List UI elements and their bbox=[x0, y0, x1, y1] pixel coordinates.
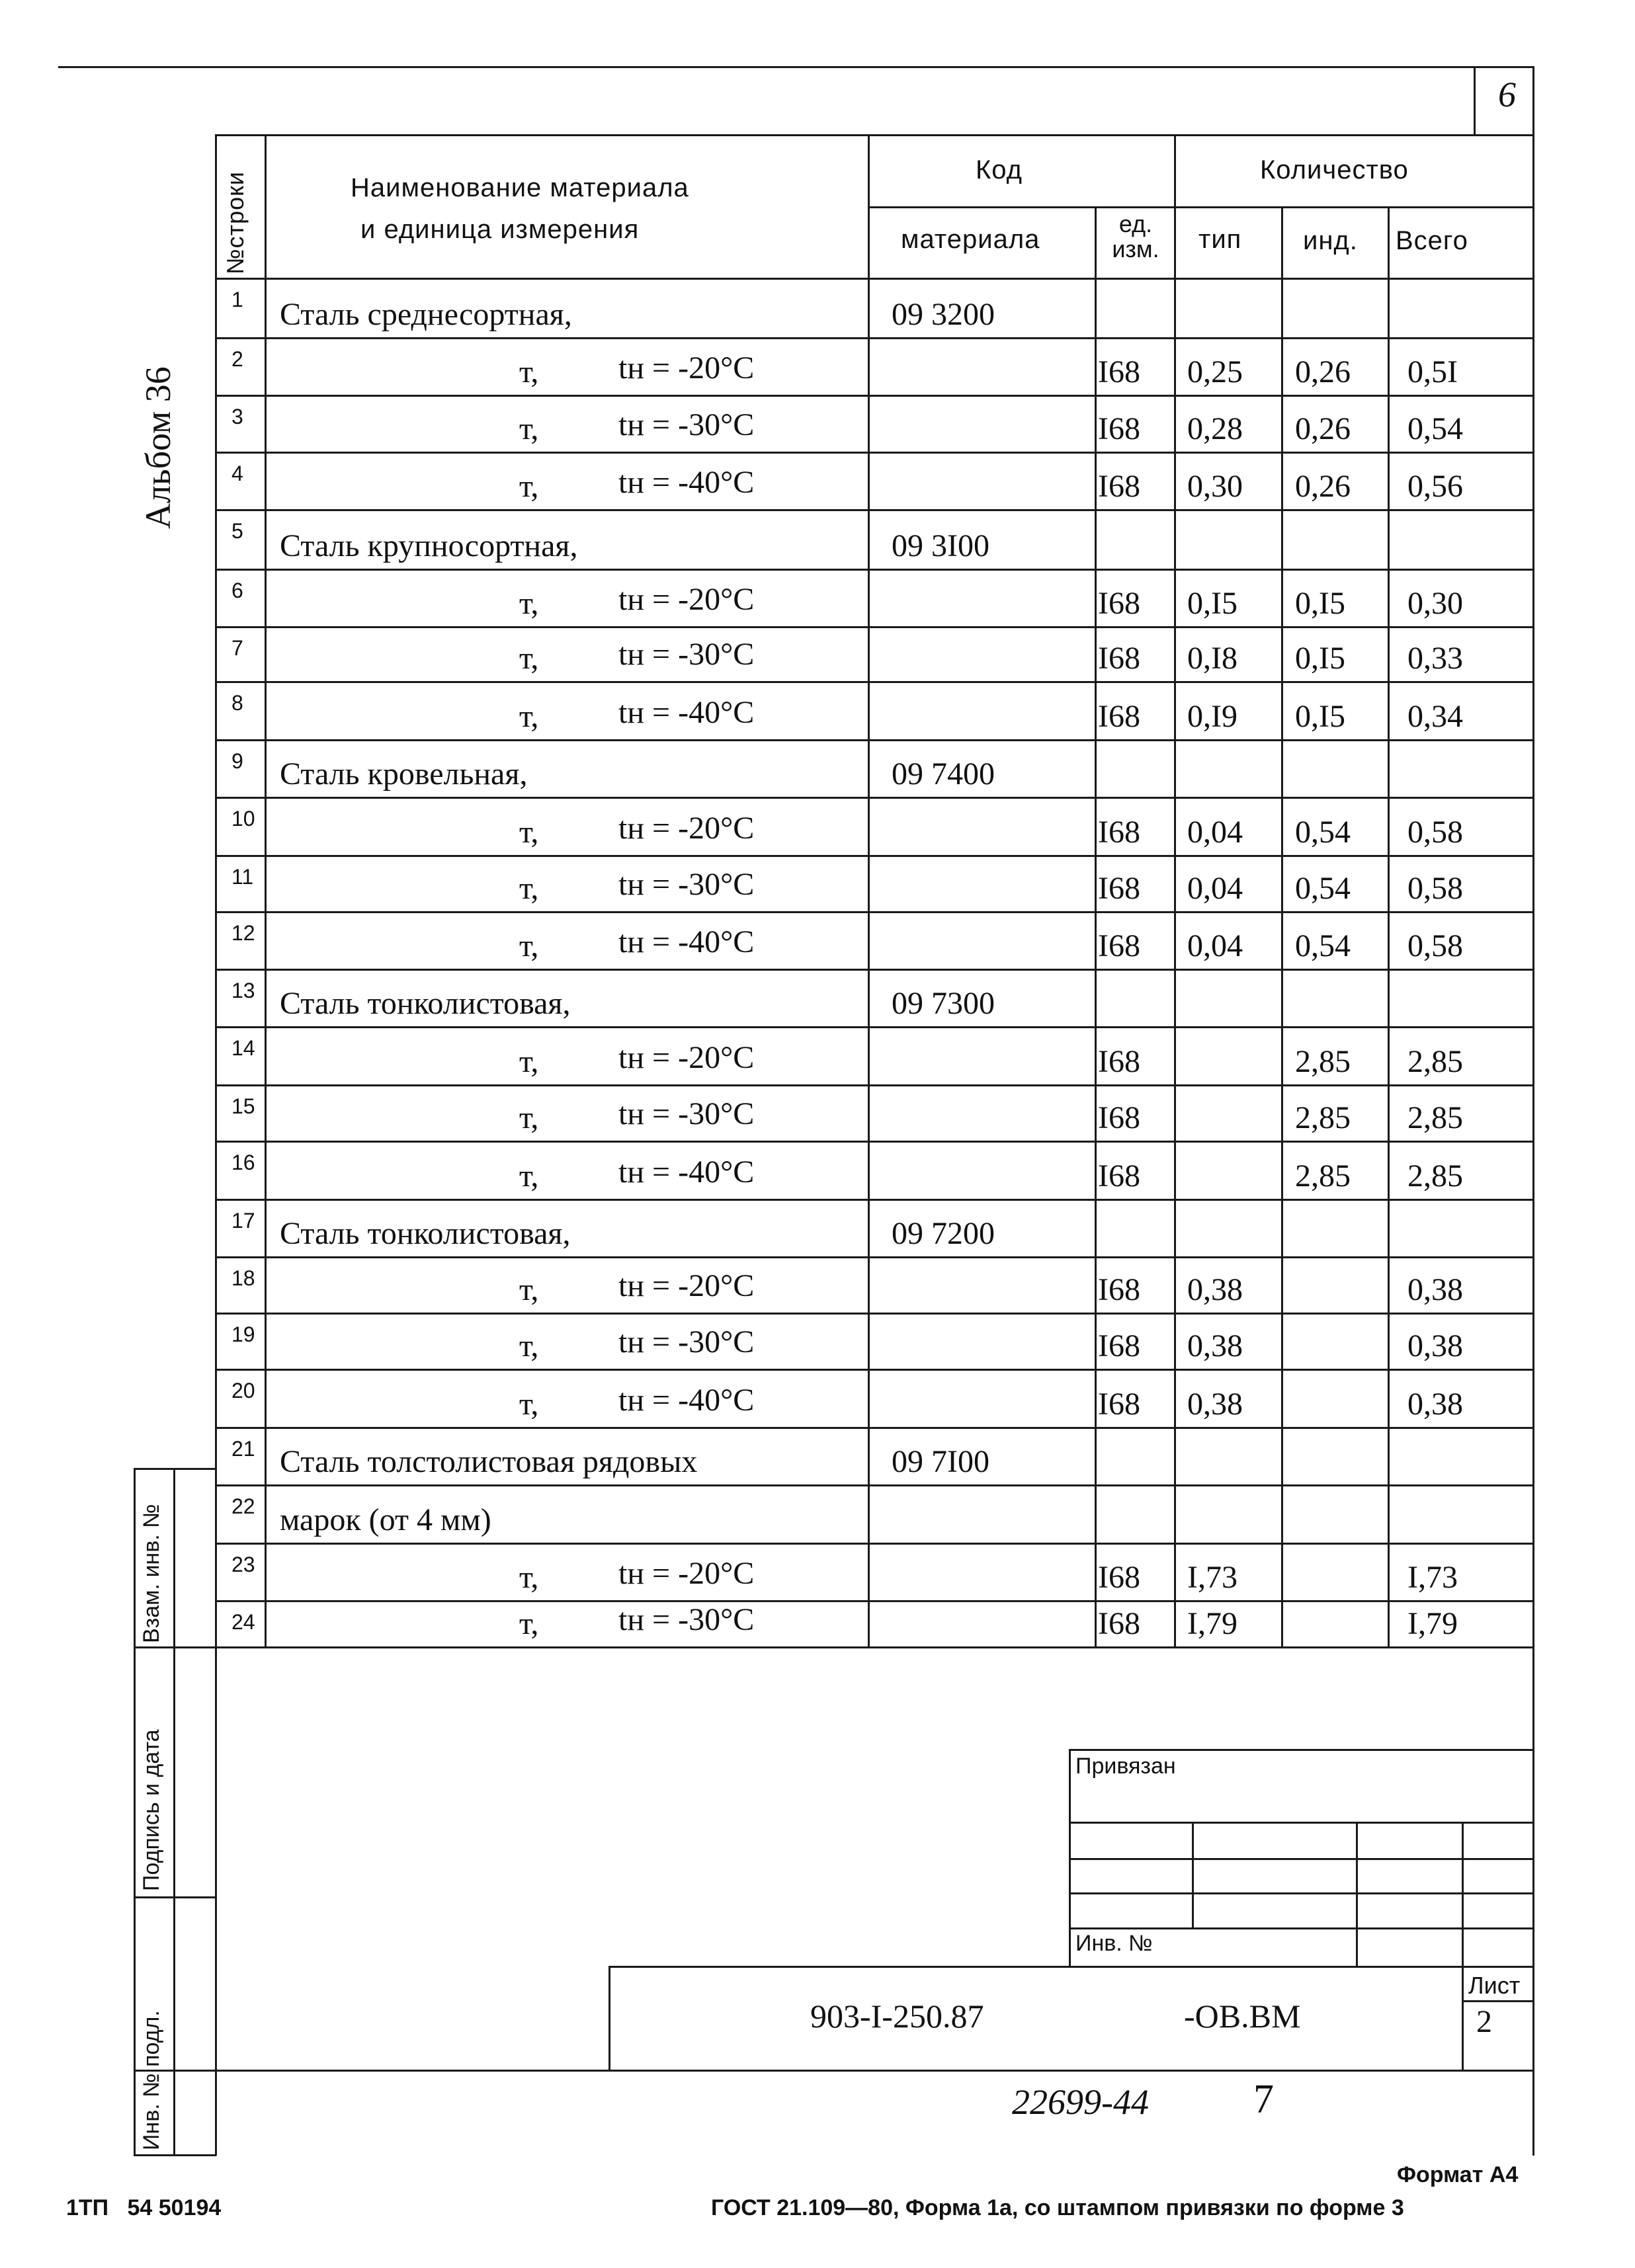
header-qty-total: Всего bbox=[1396, 226, 1468, 255]
table-row-unit-code: I68 bbox=[1098, 815, 1140, 850]
header-rownum: №строки bbox=[222, 171, 249, 274]
header-name-line2: и единица измерения bbox=[360, 215, 640, 244]
side-stamp-divider bbox=[134, 1646, 216, 1648]
table-row-unit-label: т, bbox=[519, 1387, 539, 1422]
table-row-qty-ind: 2,85 bbox=[1295, 1100, 1351, 1135]
table-row-line bbox=[215, 509, 1532, 511]
table-row-qty-ind: 0,I5 bbox=[1295, 641, 1345, 676]
side-stamp-divider bbox=[134, 1896, 216, 1898]
table-row-temperature: tн = -40°С bbox=[618, 695, 755, 730]
table-row-qty-type: 0,28 bbox=[1187, 411, 1243, 446]
table-row-qty-total: 0,58 bbox=[1407, 928, 1463, 963]
side-stamp-inv-podl: Инв. № подл. bbox=[139, 2010, 164, 2150]
table-row-number: 24 bbox=[231, 1610, 255, 1634]
header-code-material: материала bbox=[901, 225, 1040, 254]
table-row-line bbox=[215, 681, 1532, 683]
table-row-qty-type: 0,I8 bbox=[1187, 641, 1237, 676]
table-row-line bbox=[215, 1646, 1532, 1648]
table-row-unit-label: т, bbox=[519, 928, 539, 963]
table-row-code: 09 3200 bbox=[892, 297, 995, 332]
table-row-line bbox=[215, 1199, 1532, 1201]
side-stamp-podpis: Подпись и дата bbox=[139, 1729, 164, 1891]
table-row-number: 9 bbox=[231, 749, 243, 773]
table-row-temperature: tн = -20°С bbox=[618, 811, 755, 846]
table-row-number: 5 bbox=[231, 519, 243, 543]
table-row-line bbox=[215, 855, 1532, 857]
page-number: 7 bbox=[1253, 2077, 1274, 2122]
table-row-line bbox=[215, 1543, 1532, 1545]
table-row-name: Сталь тонколистовая, bbox=[280, 1216, 571, 1251]
table-row-line bbox=[215, 1084, 1532, 1086]
table-row-line bbox=[215, 1141, 1532, 1143]
table-row-temperature: tн = -30°С bbox=[618, 1324, 755, 1359]
table-row-name: Сталь кровельная, bbox=[280, 756, 528, 791]
table-row-qty-ind: 0,26 bbox=[1295, 354, 1351, 389]
table-row-qty-total: 2,85 bbox=[1407, 1158, 1463, 1194]
table-row-number: 16 bbox=[231, 1151, 255, 1174]
table-row-unit-label: т, bbox=[519, 1100, 539, 1135]
table-row-number: 10 bbox=[231, 807, 255, 830]
table-row-line bbox=[215, 1427, 1532, 1429]
table-row-qty-ind: 0,54 bbox=[1295, 871, 1351, 906]
corner-sheet-number: 6 bbox=[1498, 75, 1516, 114]
table-row-line bbox=[215, 626, 1532, 628]
table-row-qty-total: 0,38 bbox=[1407, 1387, 1463, 1422]
table-row-unit-label: т, bbox=[519, 1272, 539, 1307]
header-code-unit: ед. изм. bbox=[1112, 210, 1159, 263]
table-row-line bbox=[215, 1484, 1532, 1486]
table-row-line bbox=[215, 1256, 1532, 1258]
table-row-unit-label: т, bbox=[519, 699, 539, 734]
table-row-code: 09 7400 bbox=[892, 756, 995, 791]
table-row-unit-code: I68 bbox=[1098, 1328, 1140, 1363]
table-row-line bbox=[215, 969, 1532, 971]
table-row-line bbox=[215, 1369, 1532, 1371]
table-row-number: 18 bbox=[231, 1266, 255, 1290]
table-row-qty-total: I,79 bbox=[1407, 1606, 1458, 1641]
table-row-number: 23 bbox=[231, 1553, 255, 1576]
table-row-qty-ind: 0,I5 bbox=[1295, 586, 1345, 621]
table-row-number: 21 bbox=[231, 1437, 255, 1461]
table-row-temperature: tн = -40°С bbox=[618, 1154, 755, 1190]
table-row-qty-total: 0,38 bbox=[1407, 1328, 1463, 1363]
table-row-qty-type: 0,I9 bbox=[1187, 699, 1237, 734]
side-stamp-left-line bbox=[134, 1468, 136, 2156]
table-row-line bbox=[215, 1600, 1532, 1602]
table-row-name: Сталь среднесортная, bbox=[280, 297, 572, 332]
table-row-qty-ind: 0,I5 bbox=[1295, 699, 1345, 734]
table-row-qty-ind: 0,26 bbox=[1295, 469, 1351, 504]
doc-code: 903-I-250.87 bbox=[810, 1998, 984, 2035]
table-row-number: 4 bbox=[231, 462, 243, 485]
table-row-qty-total: 0,5I bbox=[1407, 354, 1458, 389]
title-block-top bbox=[1069, 1749, 1533, 1751]
table-row-unit-code: I68 bbox=[1098, 699, 1140, 734]
table-row-line bbox=[215, 797, 1532, 799]
title-block-grid-vline bbox=[1192, 1822, 1194, 1927]
table-row-line bbox=[215, 1026, 1532, 1028]
table-row-qty-type: 0,04 bbox=[1187, 815, 1243, 850]
title-block-grid-vline bbox=[1356, 1822, 1358, 1966]
table-row-temperature: tн = -30°С bbox=[618, 867, 755, 902]
table-row-unit-label: т, bbox=[519, 641, 539, 676]
table-row-unit-code: I68 bbox=[1098, 871, 1140, 906]
table-row-unit-code: I68 bbox=[1098, 354, 1140, 389]
table-row-number: 19 bbox=[231, 1322, 255, 1346]
table-row-qty-total: 2,85 bbox=[1407, 1044, 1463, 1079]
table-row-qty-ind: 2,85 bbox=[1295, 1158, 1351, 1194]
table-row-temperature: tн = -20°С bbox=[618, 1268, 755, 1303]
table-row-unit-label: т, bbox=[519, 354, 539, 389]
header-qty-group: Количество bbox=[1260, 155, 1409, 184]
header-qty-ind: инд. bbox=[1303, 226, 1358, 255]
doc-suffix: -ОВ.ВМ bbox=[1184, 1998, 1301, 2035]
table-row-line bbox=[215, 569, 1532, 571]
table-row-qty-type: 0,30 bbox=[1187, 469, 1243, 504]
table-row-number: 22 bbox=[231, 1494, 255, 1518]
table-row-name: Сталь тонколистовая, bbox=[280, 986, 571, 1021]
table-row-qty-total: I,73 bbox=[1407, 1560, 1458, 1595]
table-row-temperature: tн = -20°С bbox=[618, 1556, 755, 1591]
table-row-unit-code: I68 bbox=[1098, 1272, 1140, 1307]
table-row-qty-total: 0,56 bbox=[1407, 469, 1463, 504]
table-row-qty-total: 0,54 bbox=[1407, 411, 1463, 446]
table-row-unit-code: I68 bbox=[1098, 1100, 1140, 1135]
format-label: Формат А4 bbox=[1397, 2162, 1519, 2187]
table-row-qty-type: 0,25 bbox=[1187, 354, 1243, 389]
table-row-temperature: tн = -30°С bbox=[618, 637, 755, 672]
table-row-number: 8 bbox=[231, 691, 243, 715]
table-row-temperature: tн = -40°С bbox=[618, 924, 755, 959]
table-row-unit-code: I68 bbox=[1098, 641, 1140, 676]
table-row-number: 3 bbox=[231, 405, 243, 428]
footer-left-code: 1ТП 54 50194 bbox=[66, 2195, 222, 2220]
table-row-qty-ind: 2,85 bbox=[1295, 1044, 1351, 1079]
table-row-code: 09 3I00 bbox=[892, 528, 989, 563]
table-row-unit-code: I68 bbox=[1098, 1560, 1140, 1595]
side-stamp-bottom-line bbox=[134, 2154, 216, 2156]
table-row-qty-total: 0,58 bbox=[1407, 871, 1463, 906]
table-row-line bbox=[215, 452, 1532, 454]
table-row-qty-total: 0,33 bbox=[1407, 641, 1463, 676]
table-row-unit-code: I68 bbox=[1098, 469, 1140, 504]
table-row-number: 12 bbox=[231, 921, 255, 945]
list-box-divider bbox=[1462, 2000, 1533, 2002]
table-row-qty-ind: 0,54 bbox=[1295, 815, 1351, 850]
footer-gost: ГОСТ 21.109—80, Форма 1а, со штампом привязки по форме 3 bbox=[711, 2195, 1404, 2220]
side-stamp-top-line bbox=[134, 1468, 216, 1470]
list-label: Лист bbox=[1468, 1972, 1521, 1999]
table-row-name: Сталь толстолистовая рядовых bbox=[280, 1444, 698, 1479]
table-row-unit-code: I68 bbox=[1098, 411, 1140, 446]
table-row-qty-type: 0,04 bbox=[1187, 871, 1243, 906]
privyazan-label: Привязан bbox=[1075, 1754, 1176, 1779]
header-code-group: Код bbox=[976, 155, 1023, 184]
table-row-unit-code: I68 bbox=[1098, 1387, 1140, 1422]
header-name-line1: Наименование материала bbox=[351, 173, 689, 202]
table-row-line bbox=[215, 739, 1532, 741]
table-row-temperature: tн = -20°С bbox=[618, 350, 755, 385]
table-row-unit-label: т, bbox=[519, 469, 539, 504]
table-row-qty-total: 2,85 bbox=[1407, 1100, 1463, 1135]
table-row-unit-label: т, bbox=[519, 586, 539, 621]
table-row-qty-total: 0,30 bbox=[1407, 586, 1463, 621]
album-label: Альбом 36 bbox=[138, 366, 178, 529]
table-row-temperature: tн = -20°С bbox=[618, 582, 755, 617]
table-row-unit-label: т, bbox=[519, 411, 539, 446]
side-stamp-vzam: Взам. инв. № bbox=[139, 1504, 164, 1643]
table-row-number: 2 bbox=[231, 347, 243, 371]
table-row-temperature: tн = -30°С bbox=[618, 1602, 755, 1637]
handwritten-number: 22699-44 bbox=[1012, 2082, 1149, 2122]
table-row-temperature: tн = -20°С bbox=[618, 1040, 755, 1075]
title-block-grid-vline bbox=[1462, 1822, 1464, 2070]
doc-box-left bbox=[608, 1966, 610, 2072]
table-row-unit-code: I68 bbox=[1098, 586, 1140, 621]
table-row-code: 09 7200 bbox=[892, 1216, 995, 1251]
table-row-line bbox=[215, 337, 1532, 339]
table-row-code: 09 7I00 bbox=[892, 1444, 989, 1479]
table-row-unit-label: т, bbox=[519, 1158, 539, 1194]
table-row-number: 1 bbox=[231, 288, 243, 311]
table-row-temperature: tн = -30°С bbox=[618, 1096, 755, 1131]
table-row-number: 15 bbox=[231, 1094, 255, 1118]
table-row-qty-type: 0,I5 bbox=[1187, 586, 1237, 621]
table-row-code: 09 7300 bbox=[892, 986, 995, 1021]
table-row-qty-type: I,73 bbox=[1187, 1560, 1237, 1595]
table-row-unit-label: т, bbox=[519, 815, 539, 850]
table-row-name: марок (от 4 мм) bbox=[280, 1502, 491, 1537]
table-row-qty-type: 0,38 bbox=[1187, 1272, 1243, 1307]
table-row-number: 14 bbox=[231, 1036, 255, 1060]
table-row-qty-ind: 0,26 bbox=[1295, 411, 1351, 446]
table-row-qty-ind: 0,54 bbox=[1295, 928, 1351, 963]
table-row-number: 11 bbox=[231, 865, 254, 889]
header-qty-type: тип bbox=[1198, 225, 1242, 254]
table-row-unit-label: т, bbox=[519, 1560, 539, 1595]
table-row-qty-total: 0,58 bbox=[1407, 815, 1463, 850]
table-row-unit-label: т, bbox=[519, 1606, 539, 1641]
table-row-temperature: tн = -30°С bbox=[618, 407, 755, 442]
table-row-number: 20 bbox=[231, 1379, 255, 1402]
table-row-line bbox=[215, 1313, 1532, 1315]
table-row-unit-label: т, bbox=[519, 1328, 539, 1363]
table-row-temperature: tн = -40°С bbox=[618, 465, 755, 500]
table-row-qty-type: 0,04 bbox=[1187, 928, 1243, 963]
doc-box-top bbox=[608, 1966, 1533, 1968]
table-row-name: Сталь крупносортная, bbox=[280, 528, 578, 563]
table-row-qty-total: 0,38 bbox=[1407, 1272, 1463, 1307]
side-stamp-mid-line bbox=[173, 1468, 175, 2156]
table-row-unit-label: т, bbox=[519, 1044, 539, 1079]
table-row-number: 13 bbox=[231, 979, 255, 1002]
table-row-line bbox=[215, 911, 1532, 913]
table-row-unit-code: I68 bbox=[1098, 928, 1140, 963]
inv-no-label: Инв. № bbox=[1075, 1931, 1153, 1956]
table-row-number: 7 bbox=[231, 636, 243, 660]
list-number: 2 bbox=[1476, 2004, 1492, 2039]
table-row-number: 6 bbox=[231, 579, 243, 602]
table-row-line bbox=[215, 395, 1532, 397]
table-row-unit-code: I68 bbox=[1098, 1044, 1140, 1079]
table-row-temperature: tн = -40°С bbox=[618, 1383, 755, 1418]
table-row-qty-type: 0,38 bbox=[1187, 1387, 1243, 1422]
table-row-qty-total: 0,34 bbox=[1407, 699, 1463, 734]
table-row-number: 17 bbox=[231, 1209, 255, 1233]
table-row-unit-label: т, bbox=[519, 871, 539, 906]
table-row-unit-code: I68 bbox=[1098, 1606, 1140, 1641]
table-row-qty-type: 0,38 bbox=[1187, 1328, 1243, 1363]
table-row-qty-type: I,79 bbox=[1187, 1606, 1237, 1641]
table-row-unit-code: I68 bbox=[1098, 1158, 1140, 1194]
